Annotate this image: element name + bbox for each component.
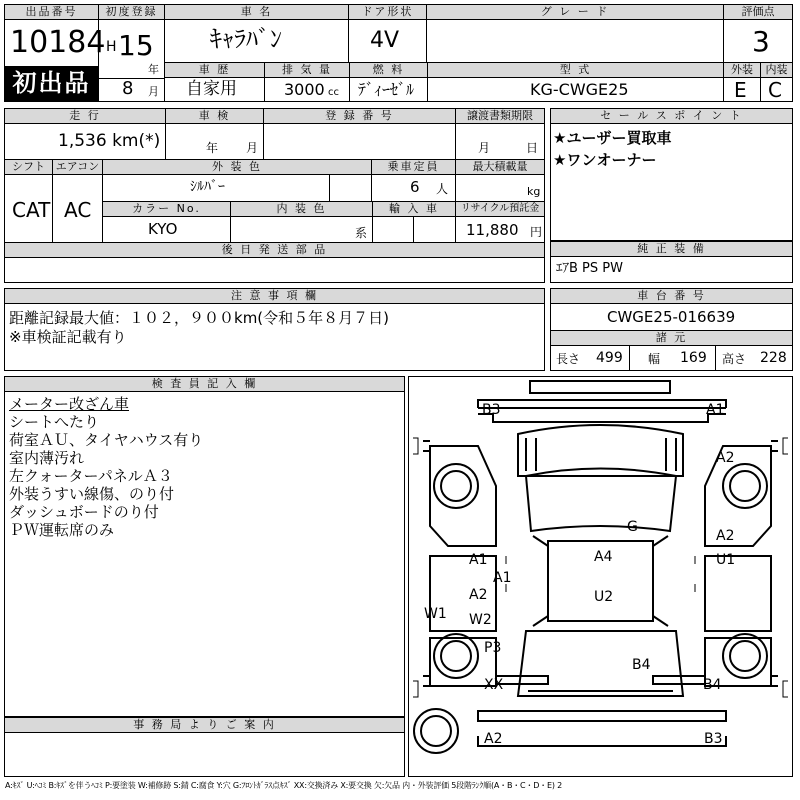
mark-roof-rear: U2 <box>594 589 614 605</box>
height-label: 高さ <box>722 352 747 366</box>
displacement-unit: cc <box>328 87 339 98</box>
transfer-deadline-label: 譲渡書類期限 <box>456 109 544 124</box>
mark-left-quarter: P3 <box>484 640 502 656</box>
registration-number-label: 登 録 番 号 <box>264 109 455 124</box>
inspector-note-2: シートへたり <box>9 413 100 431</box>
color-number: KYO <box>148 220 178 238</box>
exterior-grade-label: 外装 <box>724 63 760 78</box>
inspector-notes-label: 検 査 員 記 入 欄 <box>5 377 404 392</box>
registration-year: 15 <box>118 29 154 62</box>
displacement: 3000 <box>284 80 325 99</box>
mark-windshield: G <box>627 519 638 535</box>
mark-right-tail: B4 <box>703 677 722 693</box>
mark-left-sill: A1 <box>493 570 512 586</box>
inspector-note-3: 荷室ＡＵ、タイヤハウス有り <box>9 431 204 449</box>
history-label: 車 歴 <box>165 63 264 78</box>
aircon-label: エアコン <box>53 160 102 175</box>
first-registration-label: 初度登録 <box>99 5 164 20</box>
later-shipped-parts-label: 後 日 発 送 部 品 <box>5 243 544 258</box>
width-label: 幅 <box>648 352 661 366</box>
inspector-note-1: メーター改ざん車 <box>9 395 130 413</box>
chassis-number-label: 車 台 番 号 <box>551 289 792 304</box>
registration-month: 8 <box>122 78 134 99</box>
score: 3 <box>752 25 770 58</box>
transfer-day-unit: 日 <box>526 141 539 155</box>
recycle-deposit: 11,880 <box>466 221 519 239</box>
width-value: 169 <box>680 350 707 366</box>
recycle-deposit-label: リサイクル預託金 <box>456 202 544 217</box>
office-notice-label: 事 務 局 よ り ご 案 内 <box>5 718 404 733</box>
mileage: 1,536 km(*) <box>58 131 161 151</box>
year-unit: 年 <box>148 63 159 76</box>
inspector-note-8: ＰＷ運転席のみ <box>9 521 115 539</box>
model: KG-CWGE25 <box>530 80 629 99</box>
vehicle-outline-diagram <box>408 376 793 777</box>
mark-rear-left: A2 <box>484 731 503 747</box>
capacity: 6 <box>410 178 420 196</box>
interior-grade-label: 内装 <box>761 63 792 78</box>
inspector-note-5: 左クォーターパネルＡ３ <box>9 467 173 485</box>
mark-rear-glass: B4 <box>632 657 651 673</box>
model-label: 型 式 <box>428 63 723 78</box>
mileage-label: 走 行 <box>5 109 165 124</box>
first-listing-badge: 初出品 <box>5 66 98 101</box>
exterior-color-label: 外 装 色 <box>103 160 371 175</box>
transfer-month-unit: 月 <box>478 141 491 155</box>
interior-color-label: 内 装 色 <box>231 202 372 217</box>
legend: A:ｷｽﾞ U:ﾍｺﾐ B:ｷｽﾞを伴うﾍｺﾐ P:要塗装 W:補修跡 S:錆 C:腐食 Y:穴 G:ﾌﾛﾝﾄｶﾞﾗｽ点ｷｽﾞ XX:交換済み X:要交換 欠:欠品 内・外装評価 5段階ﾗﾝｸ順(A・B・C・D・E) 2 <box>5 781 562 790</box>
capacity-label: 乗車定員 <box>372 160 455 175</box>
max-load-label: 最大積載量 <box>456 160 544 175</box>
lot-number: 10184 <box>10 25 106 60</box>
inspection-month-unit: 月 <box>246 141 259 155</box>
sales-points-label: セ ー ル ス ポ イ ン ト <box>551 109 792 124</box>
car-name: ｷｬﾗﾊﾞﾝ <box>210 25 282 53</box>
inspection-year-unit: 年 <box>206 141 219 155</box>
mark-right-front-fender: A2 <box>716 450 735 466</box>
caution-line-2: ※車検証記載有り <box>9 328 127 346</box>
caution-label: 注 意 事 項 欄 <box>5 289 544 304</box>
car-name-label: 車 名 <box>165 5 348 20</box>
era: H <box>106 39 117 55</box>
score-label: 評価点 <box>724 5 792 20</box>
interior-grade: C <box>768 78 782 102</box>
recycle-deposit-unit: 円 <box>530 225 543 239</box>
door-type: 4V <box>370 28 400 53</box>
inspector-note-6: 外装うすい線傷、のり付 <box>9 485 175 503</box>
mark-left-rear-door: A2 <box>469 587 488 603</box>
mark-left-side: W1 <box>424 606 447 622</box>
mark-left-tail: XX <box>484 677 504 693</box>
inspector-note-7: ダッシュボードのり付 <box>9 503 159 521</box>
mark-right-front-door: A2 <box>716 528 735 544</box>
shift-label: シフト <box>5 160 52 175</box>
sales-point-1: ★ユーザー買取車 <box>553 129 672 147</box>
mark-front-right: A1 <box>706 402 725 418</box>
max-load-unit: kg <box>527 185 541 198</box>
equipment-value: ｴｱB PS PW <box>556 261 623 276</box>
mark-left-front-door: A1 <box>469 552 488 568</box>
color-number-label: カラー No. <box>103 202 230 217</box>
mark-right-front-door-2: U1 <box>716 552 736 568</box>
inspection-label: 車 検 <box>166 109 263 124</box>
lot-number-label: 出品番号 <box>5 5 98 20</box>
exterior-grade: E <box>734 78 747 102</box>
mark-left-rear-door-2: W2 <box>469 612 492 628</box>
import-label: 輸 入 車 <box>373 202 455 217</box>
height-value: 228 <box>760 350 787 366</box>
shift: CAT <box>12 198 51 222</box>
inspector-note-4: 室内薄汚れ <box>9 449 85 467</box>
length-label: 長さ <box>556 352 581 366</box>
sales-point-2: ★ワンオーナー <box>553 151 657 169</box>
sales-points-section <box>550 108 793 241</box>
fuel-label: 燃 料 <box>350 63 427 78</box>
equipment-label: 純 正 装 備 <box>551 242 792 257</box>
displacement-label: 排 気 量 <box>265 63 349 78</box>
mark-roof-front: A4 <box>594 549 613 565</box>
specs-label: 諸 元 <box>551 331 792 346</box>
capacity-unit: 人 <box>436 182 449 196</box>
interior-color-unit: 系 <box>355 226 368 240</box>
mark-rear-right: B3 <box>704 731 723 747</box>
door-label: ドア形状 <box>349 5 426 20</box>
grade-label: グ レ ー ド <box>427 5 723 20</box>
month-unit: 月 <box>148 85 159 98</box>
chassis-number: CWGE25-016639 <box>607 308 736 326</box>
length-value: 499 <box>596 350 623 366</box>
fuel: ﾃﾞｨｰｾﾞﾙ <box>358 80 415 99</box>
history: 自家用 <box>186 79 237 99</box>
aircon: AC <box>64 198 92 222</box>
caution-line-1: 距離記録最大値：１０２，９００km(令和５年８月７日) <box>9 309 390 327</box>
mark-front-left: B3 <box>482 402 501 418</box>
exterior-color: ｼﾙﾊﾞｰ <box>190 179 225 195</box>
